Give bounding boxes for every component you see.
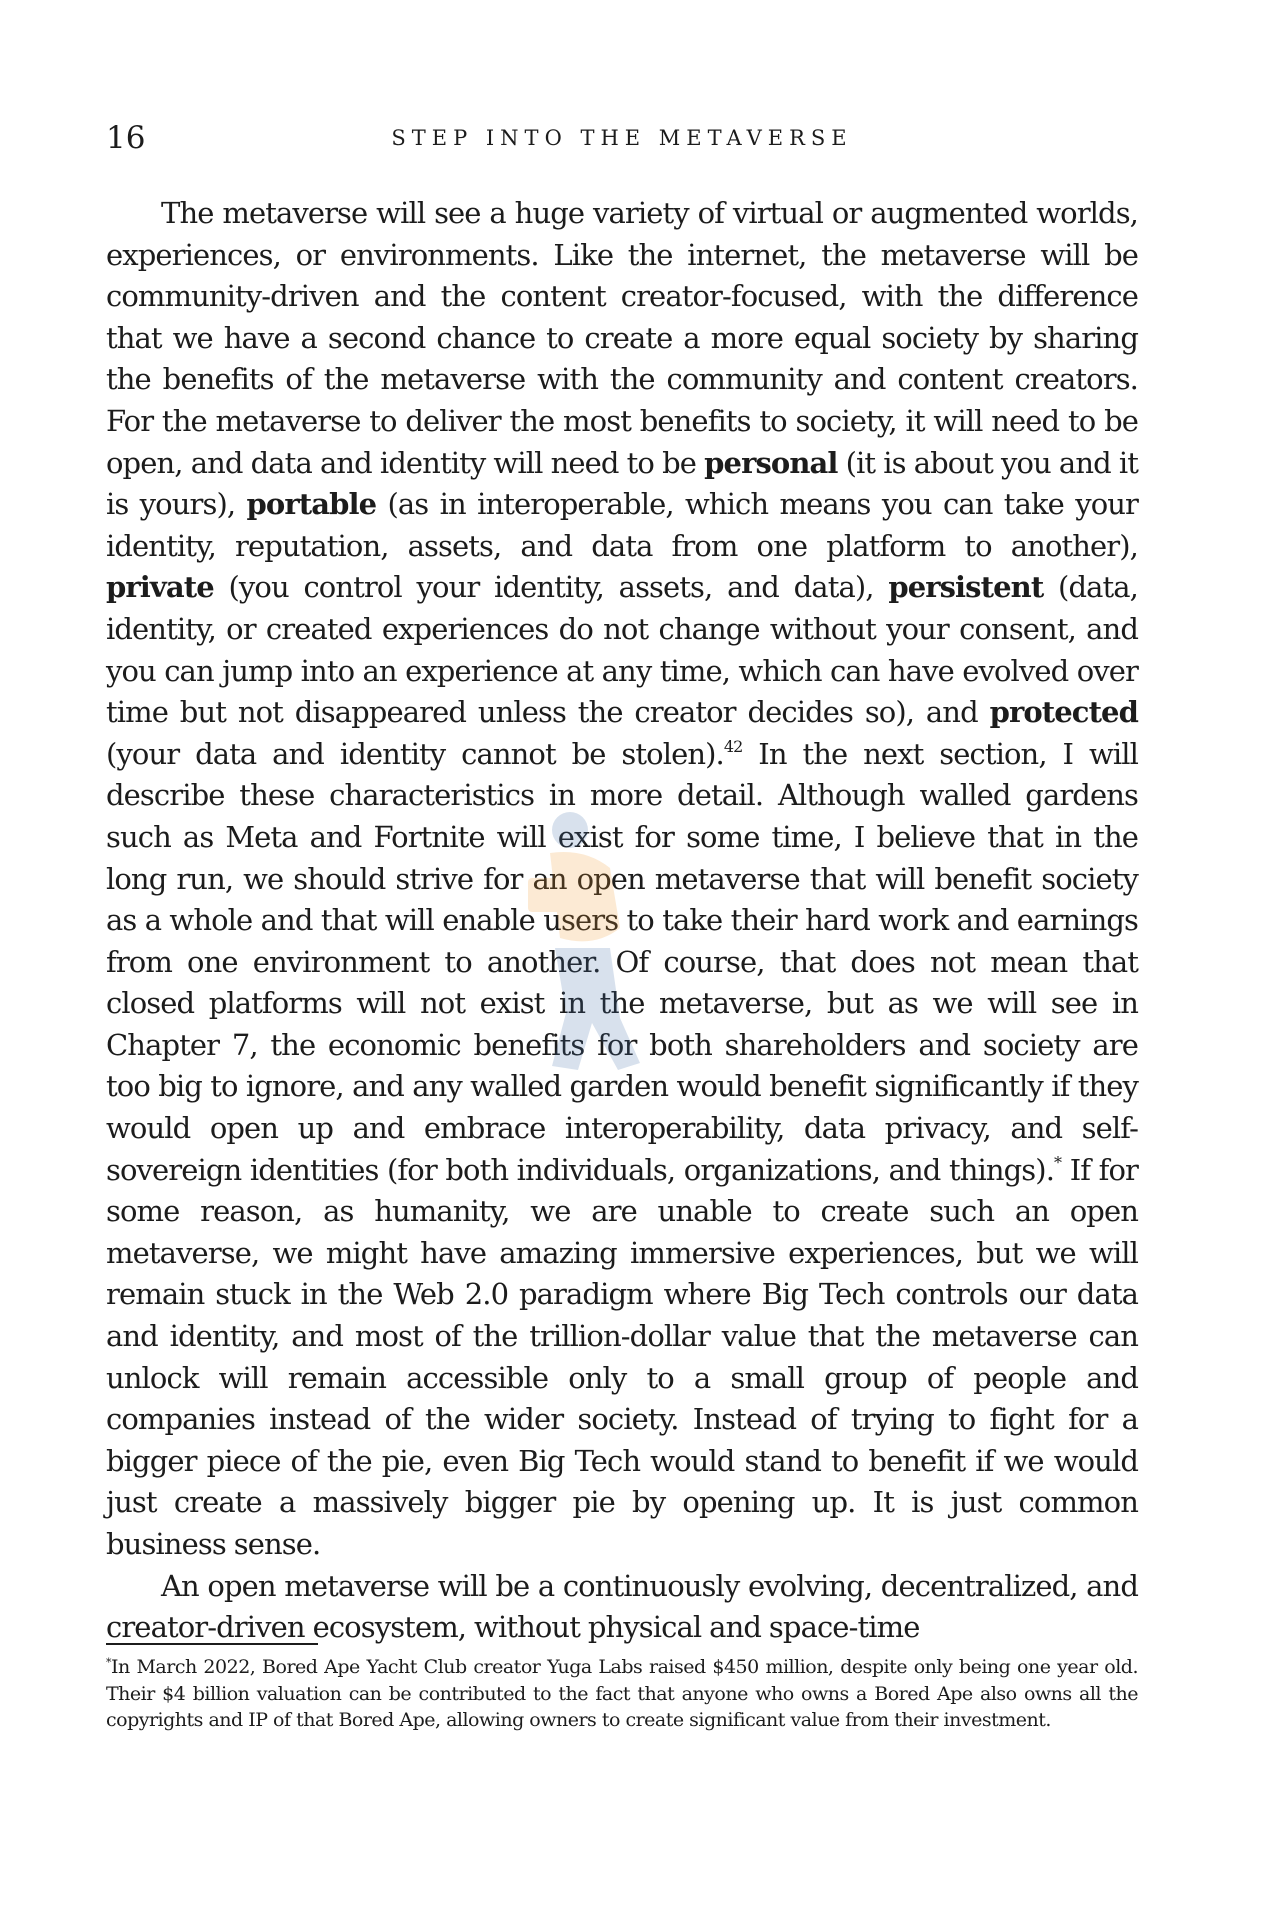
running-head <box>106 118 1138 158</box>
term-personal: personal <box>704 445 838 480</box>
footnote-text: In March 2022, Bored Ape Yacht Club creator Yuga Labs raised $450 million, despite only being one year old. Their $4 billion valuation can be contributed to the fact that anyone who owns a Bored Ape also owns all the copyrights and IP of that Bored Ape, allowing owners to create significant value from their investment. <box>106 1656 1138 1731</box>
paragraph-1 <box>106 193 1138 1566</box>
term-protected: protected <box>989 695 1138 730</box>
footnote <box>106 1654 1138 1734</box>
running-head-title: STEP INTO THE METAVERSE <box>391 126 853 150</box>
term-private: private <box>106 570 214 605</box>
footnote-reference-asterisk[interactable]: * <box>1054 1152 1062 1172</box>
paragraph-2 <box>106 1566 1138 1649</box>
page-number: 16 <box>106 120 146 156</box>
paragraph-1-text-3: (as in interoperable, which means you can take your identity, reputation, assets, and data from one platform to another), <box>106 487 1138 563</box>
paragraph-1-text-1: The metaverse will see a huge variety of virtual or augmented worlds, experiences, or environments. Like the internet, the metaverse will be community-driven and the content creator-focused, with the difference that we have a second chance to create a more equal society by sharing the benefits of the metaverse with the community and content creators. For the metaverse to deliver the most benefits to society, it will need to be open, and data and identity will need to be <box>106 196 1138 480</box>
main-text <box>106 193 1138 1649</box>
paragraph-1-text-6: (your data and identity cannot be stolen). <box>106 736 724 771</box>
footnote-divider <box>106 1643 318 1645</box>
term-portable: portable <box>246 487 377 522</box>
footnote-marker: * <box>106 1656 111 1669</box>
paragraph-2-text: An open metaverse will be a continuously evolving, decentralized, and creator-driven ecosystem, without physical and space-time <box>106 1568 1138 1645</box>
term-persistent: persistent <box>888 570 1044 605</box>
paragraph-1-text-5: (data, identity, or created experiences do not change without your consent, and you can jump into an experience at any time, which can have evolved over time but not disappeared unless the creator decides so), and <box>106 570 1138 730</box>
paragraph-1-text-7: In the next section, I will describe these characteristics in more detail. Although walled gardens such as Meta and Fortnite will exist for some time, I believe that in the long run, we should strive for an open metaverse that will benefit society as a whole and that will enable users to take their hard work and earnings from one environment to another. Of course, that does not mean that closed platforms will not exist in the metaverse, but as we will see in Chapter 7, the economic benefits for both shareholders and society are too big to ignore, and any walled garden would benefit significantly if they would open up and embrace interoperability, data privacy, and self-sovereign identities (for both individuals, organizations, and things). <box>106 736 1138 1187</box>
endnote-reference-42[interactable]: 42 <box>723 736 743 756</box>
paragraph-1-text-2: (it is about you and it is yours), <box>106 445 1138 522</box>
paragraph-1-text-4: (you control your identity, assets, and data), <box>213 570 889 605</box>
paragraph-1-text-8: If for some reason, as humanity, we are unable to create such an open metaverse, we might have amazing immersive experiences, but we will remain stuck in the Web 2.0 paradigm where Big Tech controls our data and identity, and most of the trillion-dollar value that the metaverse can unlock will remain accessible only to a small group of people and companies instead of the wider society. Instead of trying to fight for a bigger piece of the pie, even Big Tech would stand to benefit if we would just create a massively bigger pie by opening up. It is just common business sense. <box>106 1152 1138 1561</box>
